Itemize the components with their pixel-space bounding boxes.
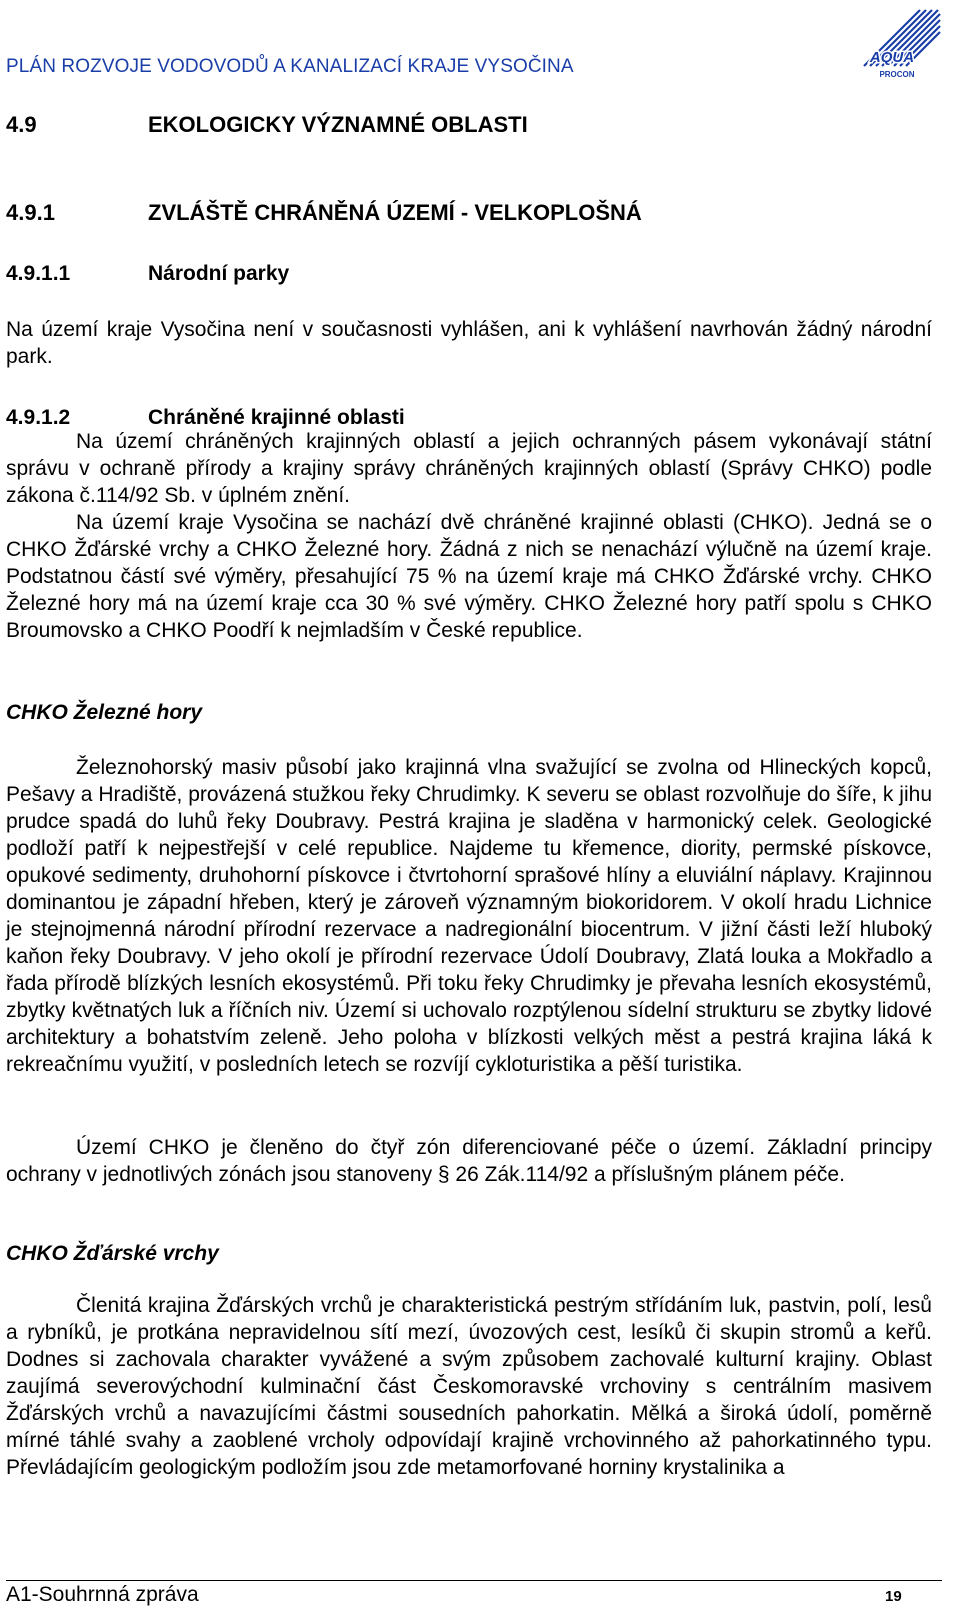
- protected-areas-title: Chráněné krajinné oblasti: [148, 406, 405, 429]
- national-parks-number: 4.9.1.1: [6, 262, 71, 285]
- national-parks-title: Národní parky: [148, 262, 290, 285]
- zelezne-hory-paragraph-1: Železnohorský masiv působí jako krajinná vlna svažující se zvolna od Hlineckých kopců, Pešavy a Hradiště, provázená stužkou řeky Chrudimky. K severu se oblast rozvolňuje do šíře, k jihu prudce spadá do luhů řeky Doubravy. Pestrá krajina je sladěna v harmonický celek. Geologické podloží patří k nejpestřejší v celé republice. Najdeme tu křemence, diority, permské pískovce, opukové sedimenty, druhohorní pískovce i čtvrtohorní sprašové hlíny a eluviální náplavy. Krajinnou dominantou je západní hřeben, který je zároveň významným biokoridorem. V okolí hradu Lichnice je stejnojmenná národní přírodní rezervace a nadregionální biocentrum. V jižní části leží hluboký kaňon řeky Doubravy. V jeho okolí je přírodní rezervace Údolí Doubravy, Zlatá louka a Mokřadlo a řada přírodě blízkých lesních ekosystémů. Při toku řeky Chrudimky je převaha lesních ekosystémů, zbytky květnatých luk a říčních niv. Území si uchovalo rozptýlenou sídelní strukturu se zbytky lidové architektury a bohatstvím zeleně. Jeho poloha v blízkosti velkých měst a pestrá krajina láká k rekreačnímu využití, v posledních letech se rozvíjí cykloturistika a pěší turistika.: [6, 756, 932, 1076]
- footer-document-label: A1-Souhrnná zpráva: [6, 1583, 199, 1606]
- protected-areas-heading: [6, 406, 405, 430]
- subsection-heading: [6, 200, 642, 226]
- subsection-title: ZVLÁŠTĚ CHRÁNĚNÁ ÚZEMÍ - VELKOPLOŠNÁ: [148, 200, 642, 225]
- section-title: EKOLOGICKY VÝZNAMNÉ OBLASTI: [148, 112, 528, 137]
- zdarske-vrchy-paragraph-1: Členitá krajina Žďárských vrchů je charakteristická pestrým střídáním luk, pastvin, polí, lesů a rybníků, je protkána nepravidelnou sítí mezí, úvozových cest, lesíků či skupin stromů a keřů. Dodnes si zachovala charakter vyvážené a svým způsobem zachovalé kulturní krajiny. Oblast zaujímá severovýchodní kulminační část Českomoravské vrchoviny s centrálním masivem Žďárských vrchů a navazujícími částmi sousedních pahorkatin. Mělká a široká údolí, poměrně mírné táhlé svahy a zaoblené vrcholy odpovídají krajině vrchovinného až pahorkatinného typu. Převládajícím geologickým podložím jsou zde metamorfované horniny krystalinika a: [6, 1294, 932, 1479]
- page-number: 19: [885, 1588, 902, 1605]
- footer-divider: [6, 1580, 942, 1581]
- protected-areas-number: 4.9.1.2: [6, 406, 71, 429]
- zelezne-hory-heading: CHKO Železné hory: [6, 701, 203, 724]
- zelezne-hory-paragraph-2: Území CHKO je členěno do čtyř zón diferenciované péče o území. Základní principy ochrany v jednotlivých zónách jsou stanoveny § 26 Zák.114/92 a příslušným plánem péče.: [6, 1136, 932, 1186]
- section-heading: [6, 112, 528, 138]
- protected-areas-paragraph-2: Na území kraje Vysočina se nachází dvě chráněné krajinné oblasti (CHKO). Jedná se o CHKO Žďárské vrchy a CHKO Železné hory. Žádná z nich se nenachází výlučně na území kraje. Podstatnou částí své výměry, přesahující 75 % na území kraje má CHKO Žďárské vrchy. CHKO Železné hory má na území kraje cca 30 % své výměry. CHKO Železné hory patří spolu s CHKO Broumovsko a CHKO Poodří k nejmladším v České republice.: [6, 511, 932, 642]
- subsection-number: 4.9.1: [6, 200, 55, 225]
- document-header-title: PLÁN ROZVOJE VODOVODŮ A KANALIZACÍ KRAJE VYSOČINA: [6, 56, 574, 77]
- zdarske-vrchy-heading: CHKO Žďárské vrchy: [6, 1242, 219, 1265]
- svg-text:PROCON: PROCON: [879, 70, 915, 79]
- protected-areas-paragraph-1: Na území chráněných krajinných oblastí a jejich ochranných pásem vykonávají státní správu v ochraně přírody a krajiny správy chráněných krajinných oblastí (Správy CHKO) podle zákona č.114/92 Sb. v úplném znění.: [6, 430, 932, 507]
- national-parks-paragraph: Na území kraje Vysočina není v současnosti vyhlášen, ani k vyhlášení navrhován žádný národní park.: [6, 318, 932, 368]
- section-number: 4.9: [6, 112, 37, 137]
- national-parks-heading: [6, 262, 289, 286]
- svg-text:AQUA: AQUA: [869, 49, 915, 66]
- aqua-procon-logo: [842, 6, 942, 82]
